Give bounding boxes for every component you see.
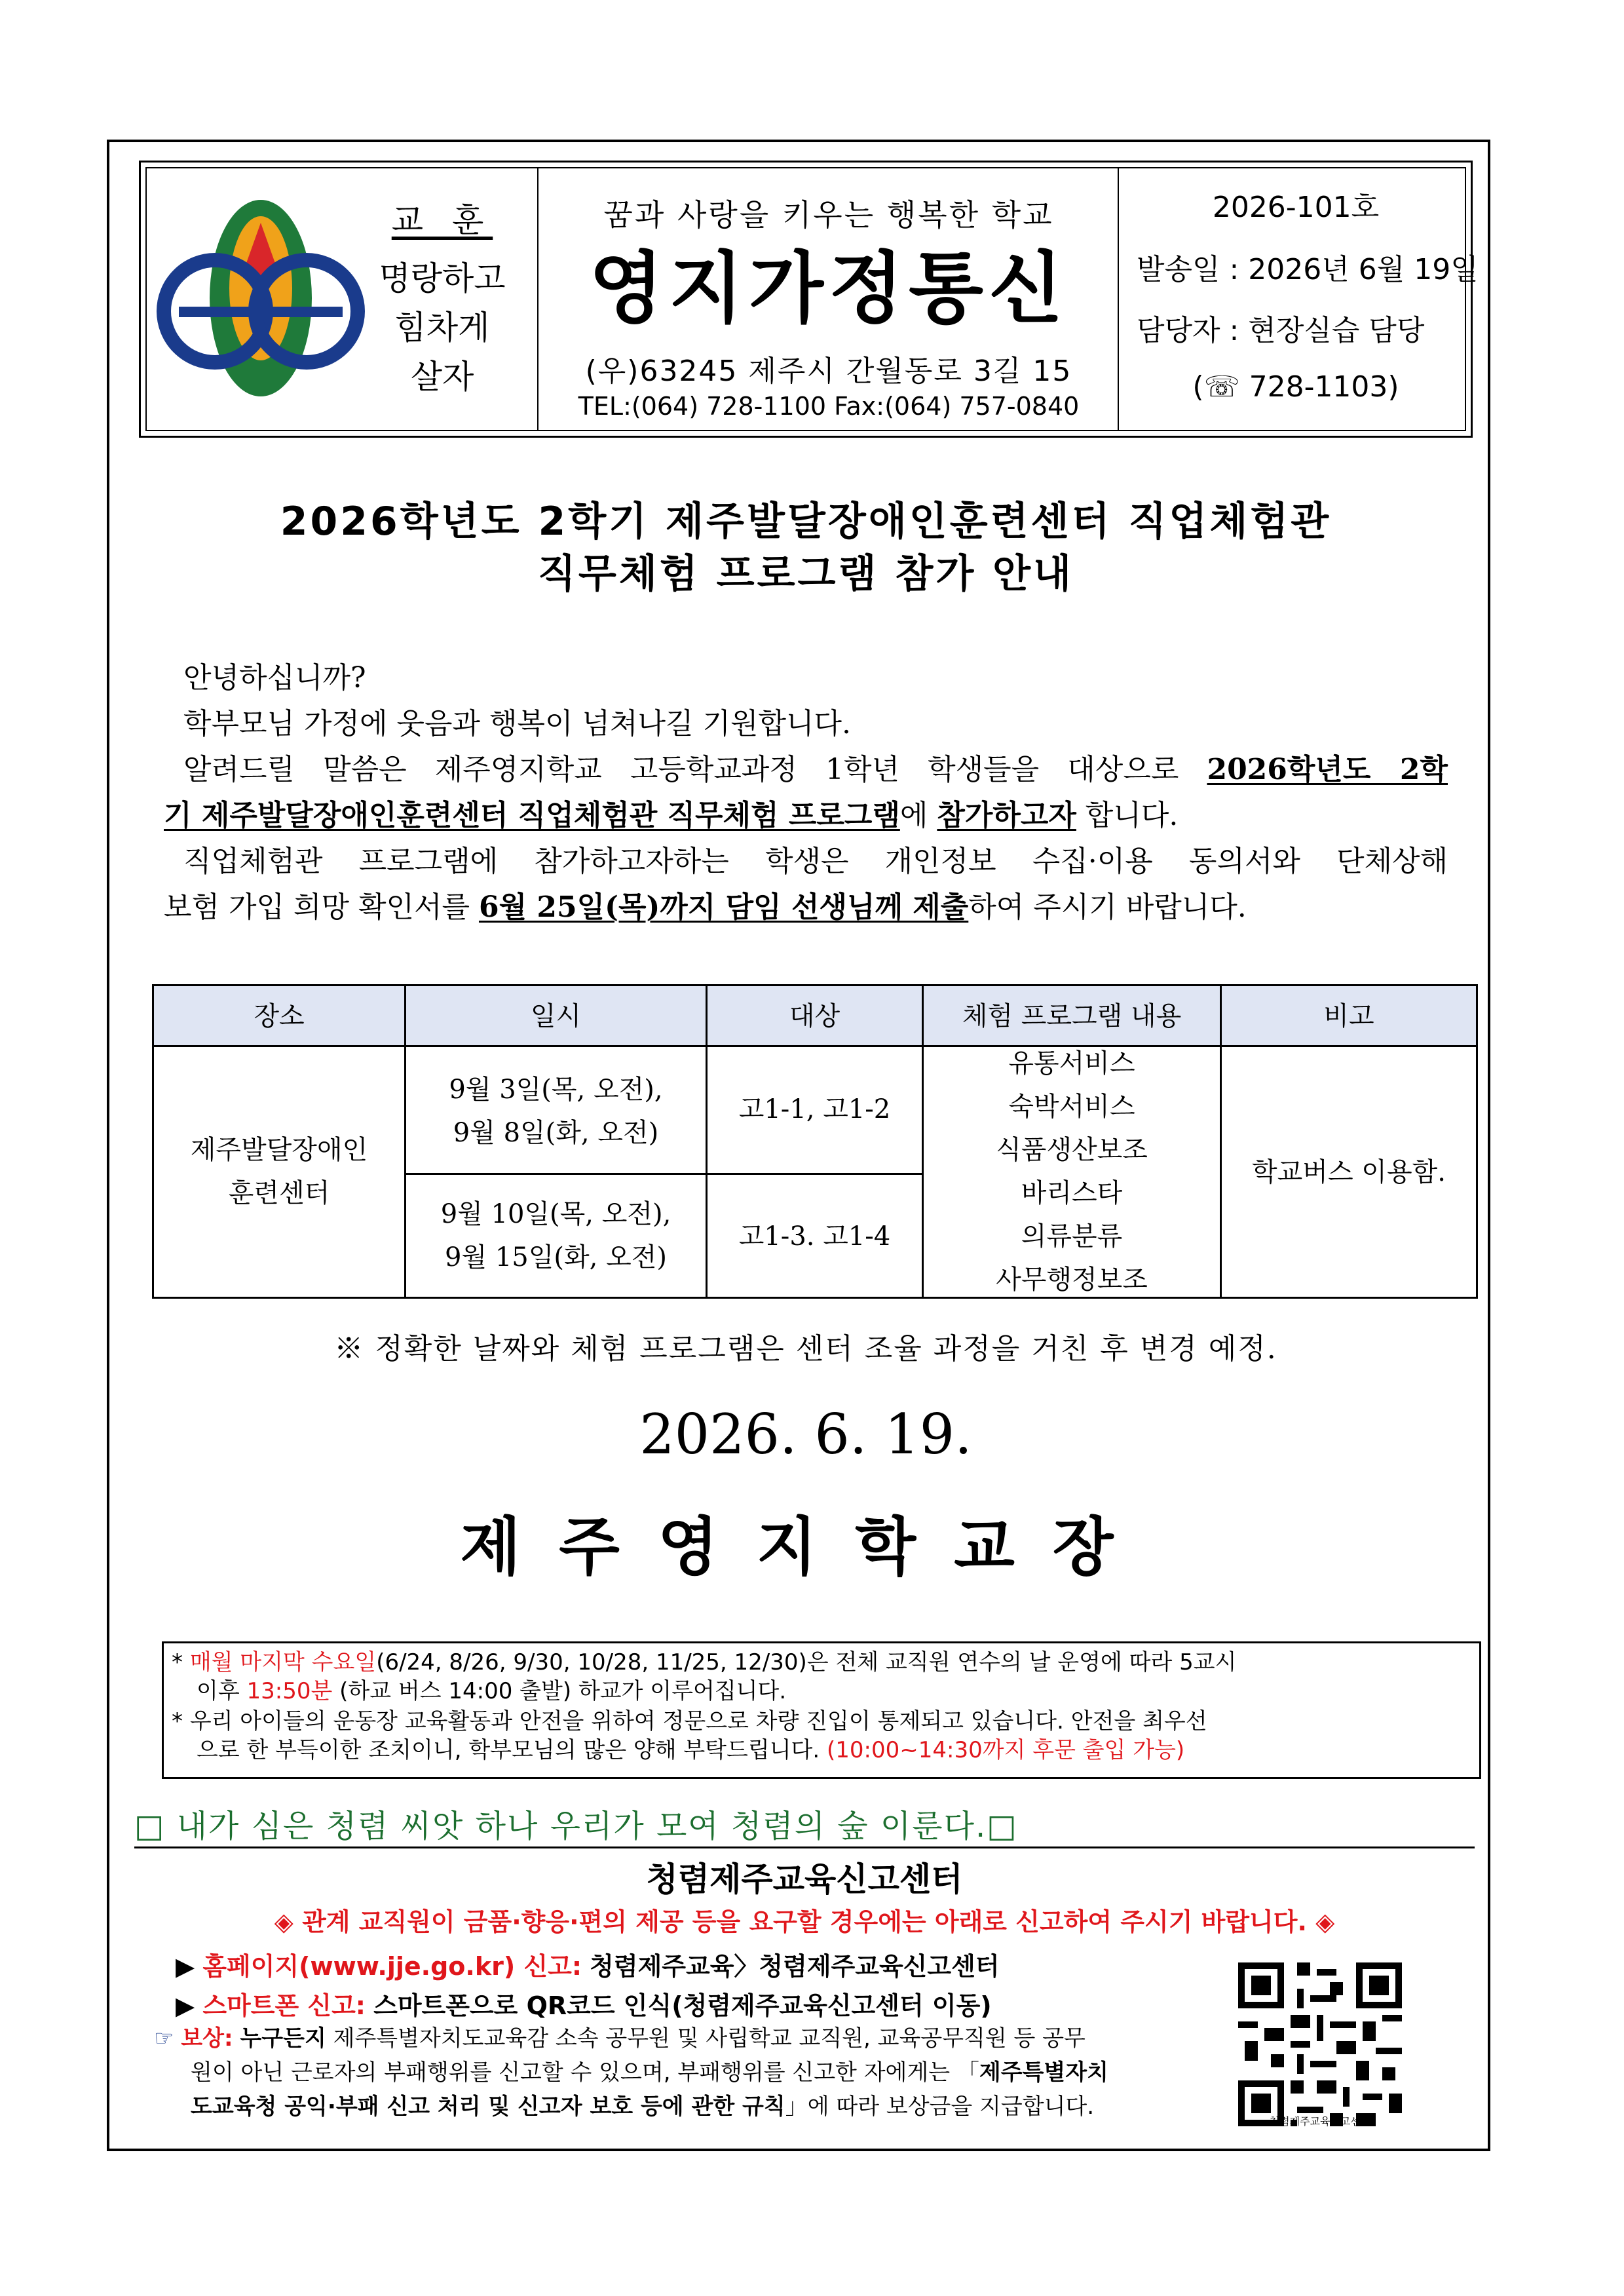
notice-line: 이후 13:50분 (하교 버스 14:00 출발) 하교가 이루어집니다. <box>197 1678 787 1704</box>
body-line: 기 제주발달장애인훈련센터 직업체험관 직무체험 프로그램에 참가하고자 합니다. <box>164 799 1179 832</box>
table-cell-program: 유통서비스 <box>1008 1048 1135 1079</box>
issue-date-large: 2026. 6. 19. <box>639 1402 972 1466</box>
table-header: 비고 <box>1323 1001 1374 1031</box>
table-header: 대상 <box>789 1001 840 1031</box>
table-cell-date: 9월 15일(화, 오전) <box>445 1242 667 1272</box>
motto-line: 명랑하고 <box>379 259 506 297</box>
manager-phone: (☏ 728-1103) <box>1192 370 1399 404</box>
header-divider <box>537 167 538 431</box>
motto-line: 힘차게 <box>394 309 490 347</box>
motto-heading: 교 훈 <box>391 201 493 239</box>
table-cell-program: 식품생산보조 <box>996 1135 1148 1165</box>
table-cell-remark: 학교버스 이용함. <box>1252 1157 1446 1187</box>
motto-line: 살자 <box>410 358 474 396</box>
qr-code-icon[interactable] <box>1232 1956 1408 2133</box>
notice-line: 으로 한 부득이한 조치이니, 학부모님의 많은 양해 부탁드립니다. (10:00~14:30까지 후문 출입 가능) <box>197 1737 1185 1763</box>
doc-title-line2: 직무체험 프로그램 참가 안내 <box>537 551 1074 597</box>
table-rule <box>404 1173 922 1175</box>
reward-line: 도교육청 공익·부패 신고 처리 및 신고자 보호 등에 관한 규칙」에 따라 보상금을 지급합니다. <box>191 2094 1095 2120</box>
doc-title-line1: 2026학년도 2학기 제주발달장애인훈련센터 직업체험관 <box>280 499 1332 545</box>
body-line: 직업체험관 프로그램에 참가하고자하는 학생은 개인정보 수집·이용 동의서와 단체상해 <box>183 845 1448 878</box>
newsletter-title: 영지가정통신 <box>589 243 1068 334</box>
body-line: 알려드릴 말씀은 제주영지학교 고등학교과정 1학년 학생들을 대상으로 2026학년도 2학 <box>183 753 1448 786</box>
report-center-subtitle: ◈ 관계 교직원이 금품·향응·편의 제공 등을 요구할 경우에는 아래로 신고하여 주시기 바랍니다. ◈ <box>274 1907 1335 1936</box>
table-header: 장소 <box>254 1001 305 1031</box>
table-cell-date: 9월 3일(목, 오전), <box>449 1075 663 1105</box>
table-cell-program: 숙박서비스 <box>1008 1092 1135 1122</box>
school-address: (우)63245 제주시 간월동로 3길 15 <box>585 354 1072 388</box>
table-cell-target: 고1-3. 고1-4 <box>738 1221 891 1252</box>
table-cell-target: 고1-1, 고1-2 <box>738 1094 891 1124</box>
school-tel-fax: TEL:(064) 728-1100 Fax:(064) 757-0840 <box>578 392 1080 421</box>
report-center-title: 청렴제주교육신고센터 <box>646 1860 963 1898</box>
table-cell-place: 훈련센터 <box>228 1178 330 1208</box>
footer-rule <box>134 1846 1475 1848</box>
header-divider <box>1118 167 1119 431</box>
table-rule <box>152 1045 1478 1047</box>
qr-caption: 청렴제주교육신고센터 <box>1269 2115 1371 2128</box>
table-cell-program: 사무행정보조 <box>996 1265 1148 1295</box>
table-cell-program: 의류분류 <box>1021 1221 1123 1252</box>
table-cell-program: 바리스타 <box>1021 1178 1123 1208</box>
table-cell-place: 제주발달장애인 <box>190 1135 368 1165</box>
principal-signature: 제주영지학교장 <box>460 1510 1152 1584</box>
manager: 담당자 : 현장실습 담당 <box>1137 314 1425 347</box>
integrity-slogan: □ 내가 심은 청렴 씨앗 하나 우리가 모여 청렴의 숲 이룬다.□ <box>134 1808 1018 1845</box>
notice-line: * 우리 아이들의 운동장 교육활동과 안전을 위하여 정문으로 차량 진입이 통제되고 있습니다. 안전을 최우선 <box>172 1708 1207 1734</box>
greeting: 안녕하십니까? <box>183 661 366 695</box>
body-line: 보험 가입 희망 확인서를 6월 25일(목)까지 담임 선생님께 제출하여 주시기 바랍니다. <box>164 890 1247 924</box>
issue-date: 발송일 : 2026년 6월 19일 <box>1137 253 1479 286</box>
school-slogan: 꿈과 사랑을 키우는 행복한 학교 <box>603 197 1054 233</box>
table-cell-date: 9월 8일(화, 오전) <box>453 1118 659 1148</box>
reward-line: ☞ 보상: 누구든지 제주특별자치도교육감 소속 공무원 및 사립학교 교직원, 교육공무직원 등 공무 <box>154 2025 1086 2052</box>
notice-line: * 매월 마지막 수요일(6/24, 8/26, 9/30, 10/28, 11/25, 12/30)은 전체 교직원 연수의 날 운영에 따라 5교시 <box>172 1649 1237 1675</box>
report-homepage: ▶ 홈페이지(www.jje.go.kr) 신고: 청렴제주교육〉청렴제주교육신고센터 <box>176 1952 1000 1981</box>
issue-number: 2026-101호 <box>1212 191 1380 224</box>
schedule-note: ※ 정확한 날짜와 체험 프로그램은 센터 조율 과정을 거친 후 변경 예정. <box>334 1332 1277 1366</box>
school-logo-icon <box>153 197 369 400</box>
report-smartphone: ▶ 스마트폰 신고: 스마트폰으로 QR코드 인식(청렴제주교육신고센터 이동) <box>176 1991 992 2020</box>
reward-line: 원이 아닌 근로자의 부패행위를 신고할 수 있으며, 부패행위를 신고한 자에게는 「제주특별자치 <box>191 2059 1108 2086</box>
table-header: 일시 <box>530 1001 582 1031</box>
body-line: 학부모님 가정에 웃음과 행복이 넘쳐나길 기원합니다. <box>183 707 852 740</box>
table-header: 체험 프로그램 내용 <box>962 1001 1182 1031</box>
table-cell-date: 9월 10일(목, 오전), <box>440 1199 671 1229</box>
